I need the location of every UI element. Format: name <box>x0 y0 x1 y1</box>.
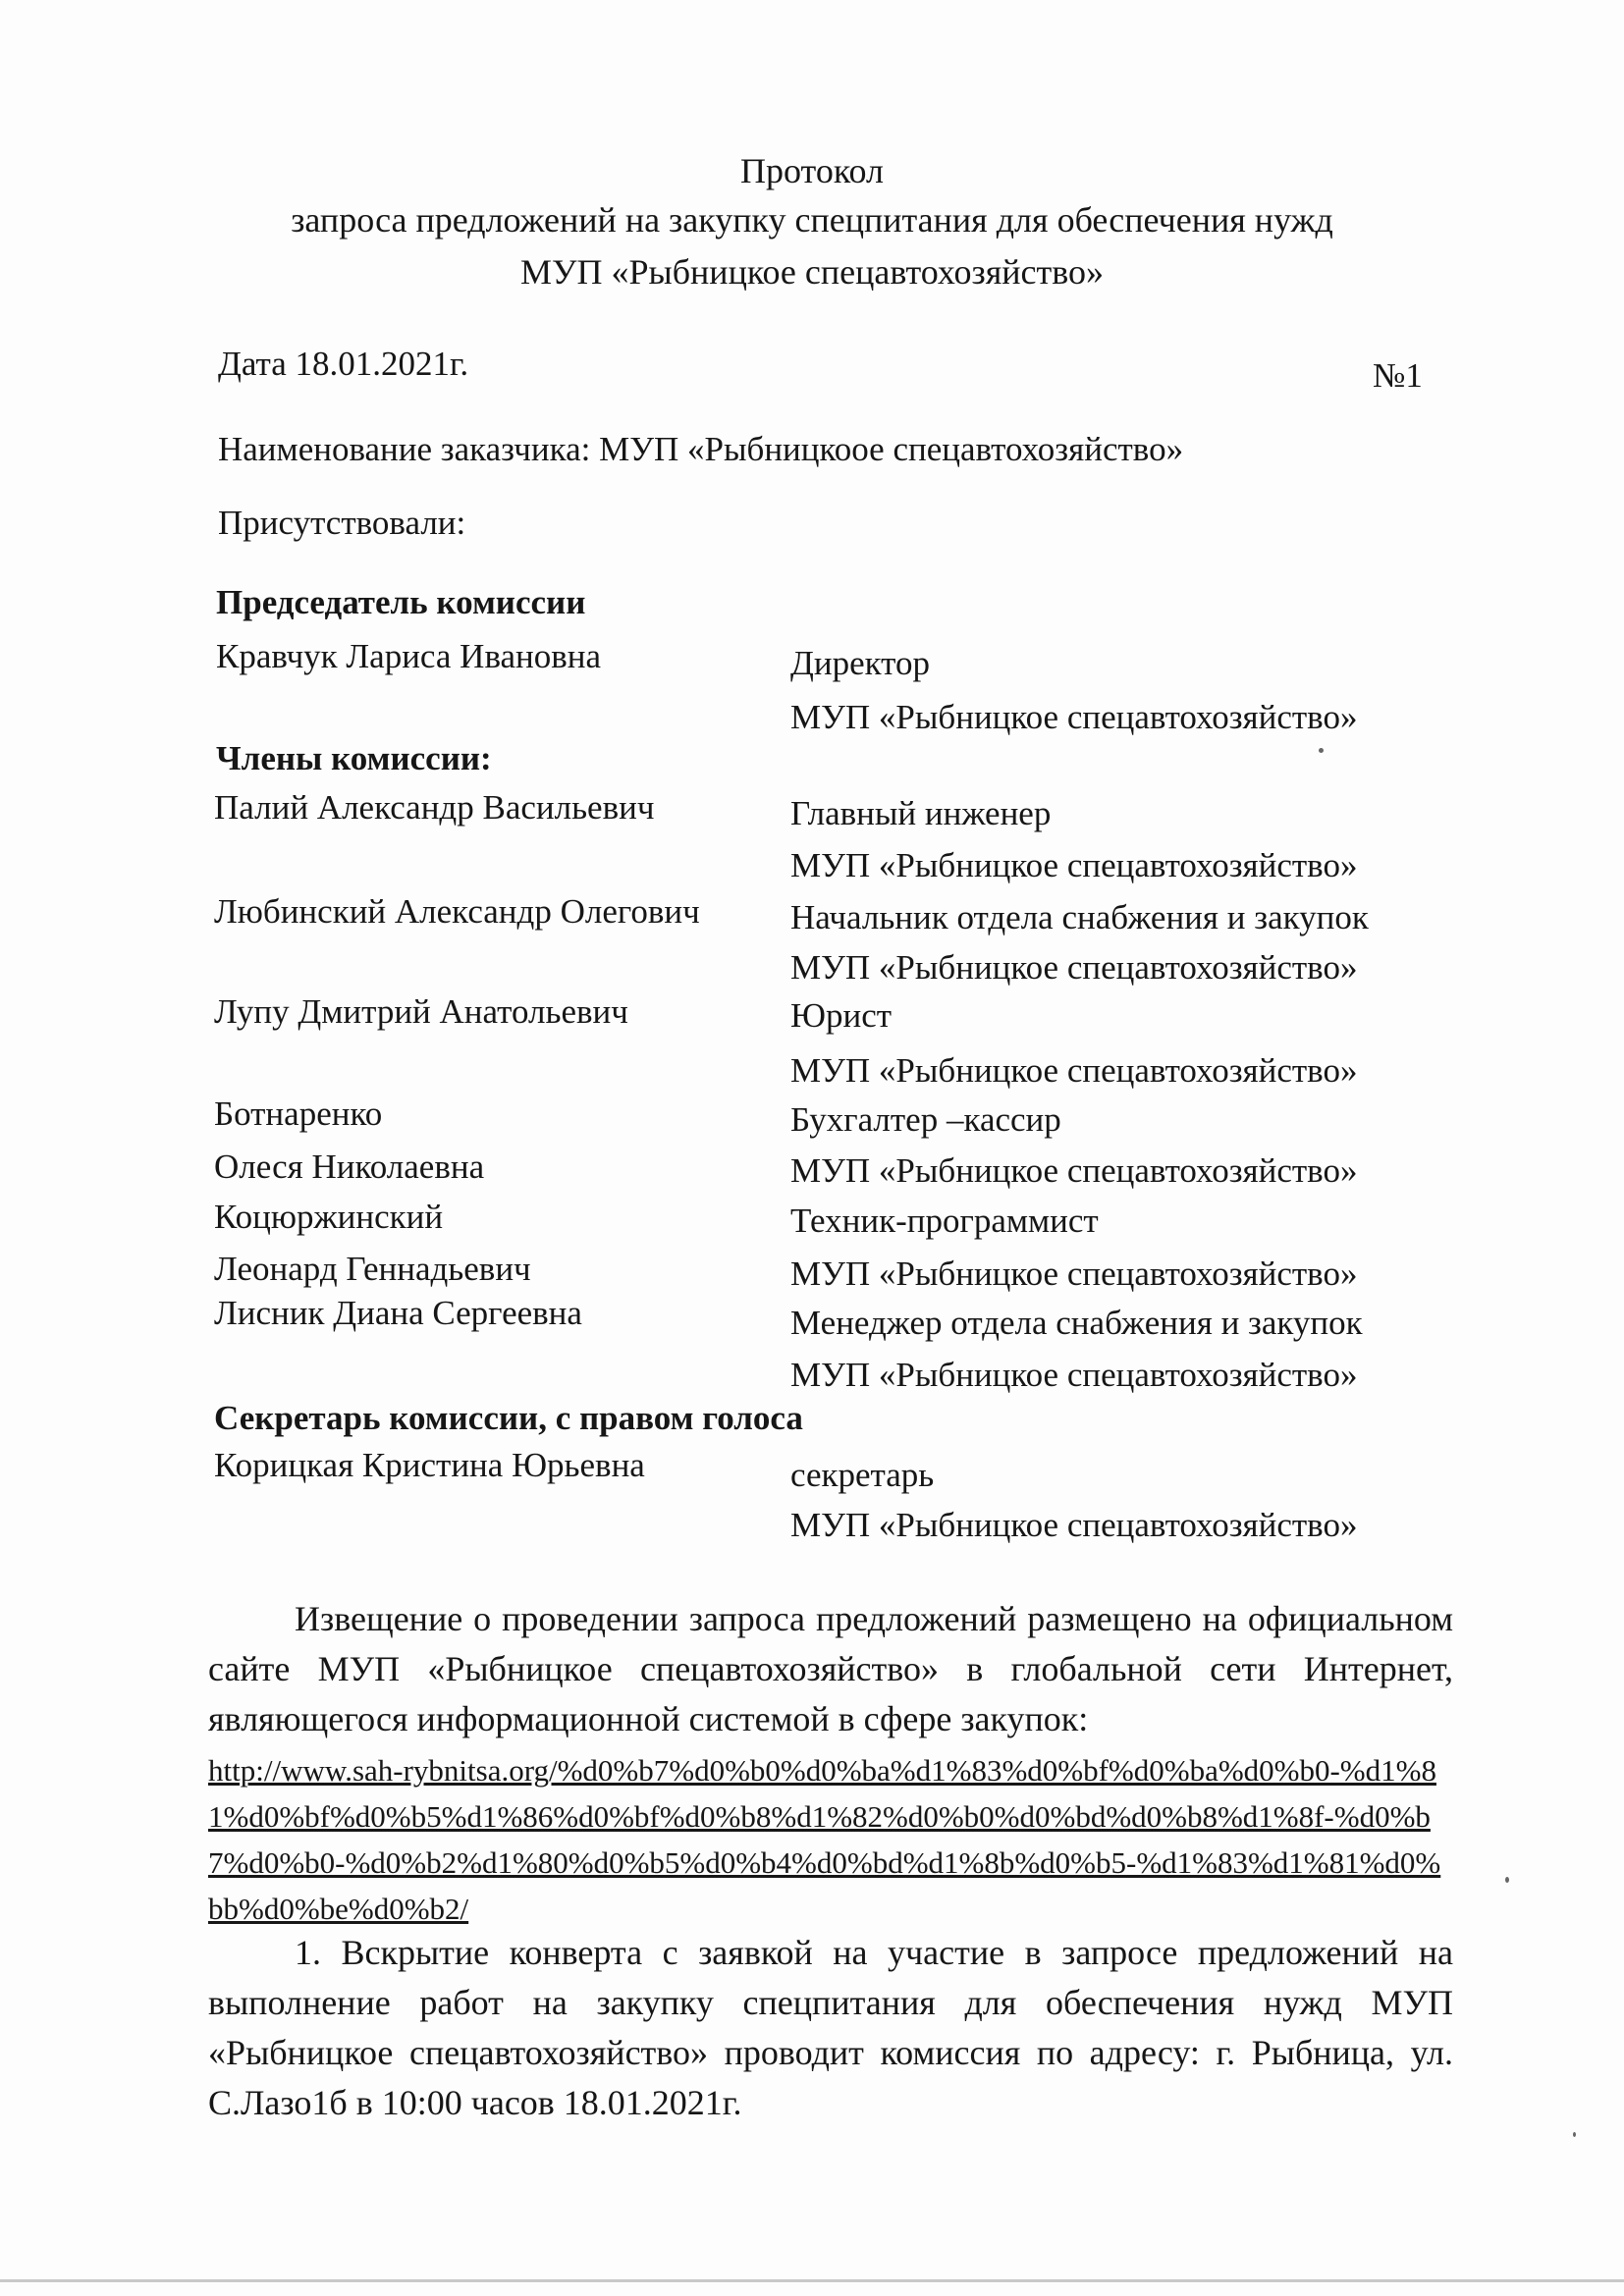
chair-position: Директор <box>790 644 931 682</box>
customer-name: Наименование заказчика: МУП «Рыбницкоое спецавтохозяйство» <box>218 430 1184 468</box>
member-name: Палий Александр Васильевич <box>214 788 655 827</box>
member-position: Главный инженер <box>790 794 1052 832</box>
document-subtitle-2: МУП «Рыбницкое спецавтохозяйство» <box>520 252 1104 292</box>
present-label: Присутствовали: <box>218 504 466 542</box>
chair-heading: Председатель комиссии <box>216 583 586 621</box>
member-position: Юрист <box>790 996 893 1035</box>
document-subtitle-1: запроса предложений на закупку спецпитания для обеспечения нужд <box>291 200 1333 240</box>
member-name-line2: Леонард Геннадьевич <box>214 1250 531 1288</box>
document-date: Дата 18.01.2021г. <box>218 345 469 383</box>
notice-text: Извещение о проведении запроса предложений размещено на официальном сайте МУП «Рыбницкое спецавтохозяйство» в глобальной сети Интернет, являющегося информационной системой в сфере закупок: <box>208 1599 1453 1738</box>
secretary-org: МУП «Рыбницкое спецавтохозяйство» <box>790 1506 1358 1544</box>
member-name: Лупу Дмитрий Анатольевич <box>214 992 628 1031</box>
item-1-paragraph <box>208 1928 1453 2128</box>
secretary-heading: Секретарь комиссии, с правом голоса <box>214 1399 803 1437</box>
chair-org: МУП «Рыбницкое спецавтохозяйство» <box>790 698 1358 736</box>
secretary-position: секретарь <box>790 1456 935 1494</box>
members-heading: Члены комиссии: <box>216 739 492 777</box>
member-org: МУП «Рыбницкое спецавтохозяйство» <box>790 948 1358 987</box>
member-org: МУП «Рыбницкое спецавтохозяйство» <box>790 1255 1358 1293</box>
scan-speck <box>1319 748 1324 753</box>
chair-name: Кравчук Лариса Ивановна <box>216 637 602 675</box>
member-name: Лисник Диана Сергеевна <box>214 1294 582 1332</box>
member-name-line1: Ботнаренко <box>214 1095 383 1133</box>
member-org: МУП «Рыбницкое спецавтохозяйство» <box>790 1151 1358 1190</box>
member-name-line1: Коцюржинский <box>214 1198 444 1236</box>
notice-url[interactable]: http://www.sah-rybnitsa.org/%d0%b7%d0%b0%d0%ba%d1%83%d0%bf%d0%ba%d0%b0-%d1%81%d0%bf%d0%b5%d1%86%d0%bf%d0%b8%d1%82%d0%b0%d0%bd%d0%b8%d1%8f-%d0%b7%d0%b0-%d0%b2%d1%80%d0%b5%d0%b4%d0%bd%d1%8b%d0%b5-%d1%83%d1%81%d0%bb%d0%be%d0%b2/ <box>208 1753 1441 1926</box>
secretary-name: Корицкая Кристина Юрьевна <box>214 1446 645 1484</box>
member-org: МУП «Рыбницкое спецавтохозяйство» <box>790 1356 1358 1394</box>
member-position: Бухгалтер –кассир <box>790 1100 1061 1139</box>
member-org: МУП «Рыбницкое спецавтохозяйство» <box>790 846 1358 884</box>
item-1-text: 1. Вскрытие конверта с заявкой на участие в запросе предложений на выполнение работ на закупку спецпитания для обеспечения нужд МУП «Рыбницкое спецавтохозяйство» проводит комиссия по адресу: г. Рыбница, ул. С.Лазо1б в 10:00 часов 18.01.2021г. <box>208 1933 1453 2122</box>
scan-speck <box>1573 2132 1576 2137</box>
notice-paragraph <box>208 1594 1453 1744</box>
document-number: №1 <box>1373 356 1423 395</box>
member-position: Техник-программист <box>790 1201 1099 1240</box>
scan-speck <box>1505 1877 1509 1883</box>
member-name: Любинский Александр Олегович <box>214 892 700 931</box>
member-position: Начальник отдела снабжения и закупок <box>790 898 1369 936</box>
document-title: Протокол <box>740 151 884 190</box>
member-org: МУП «Рыбницкое спецавтохозяйство» <box>790 1051 1358 1090</box>
member-position: Менеджер отдела снабжения и закупок <box>790 1304 1363 1342</box>
scan-bottom-edge <box>0 2279 1624 2282</box>
member-name-line2: Олеся Николаевна <box>214 1148 485 1186</box>
